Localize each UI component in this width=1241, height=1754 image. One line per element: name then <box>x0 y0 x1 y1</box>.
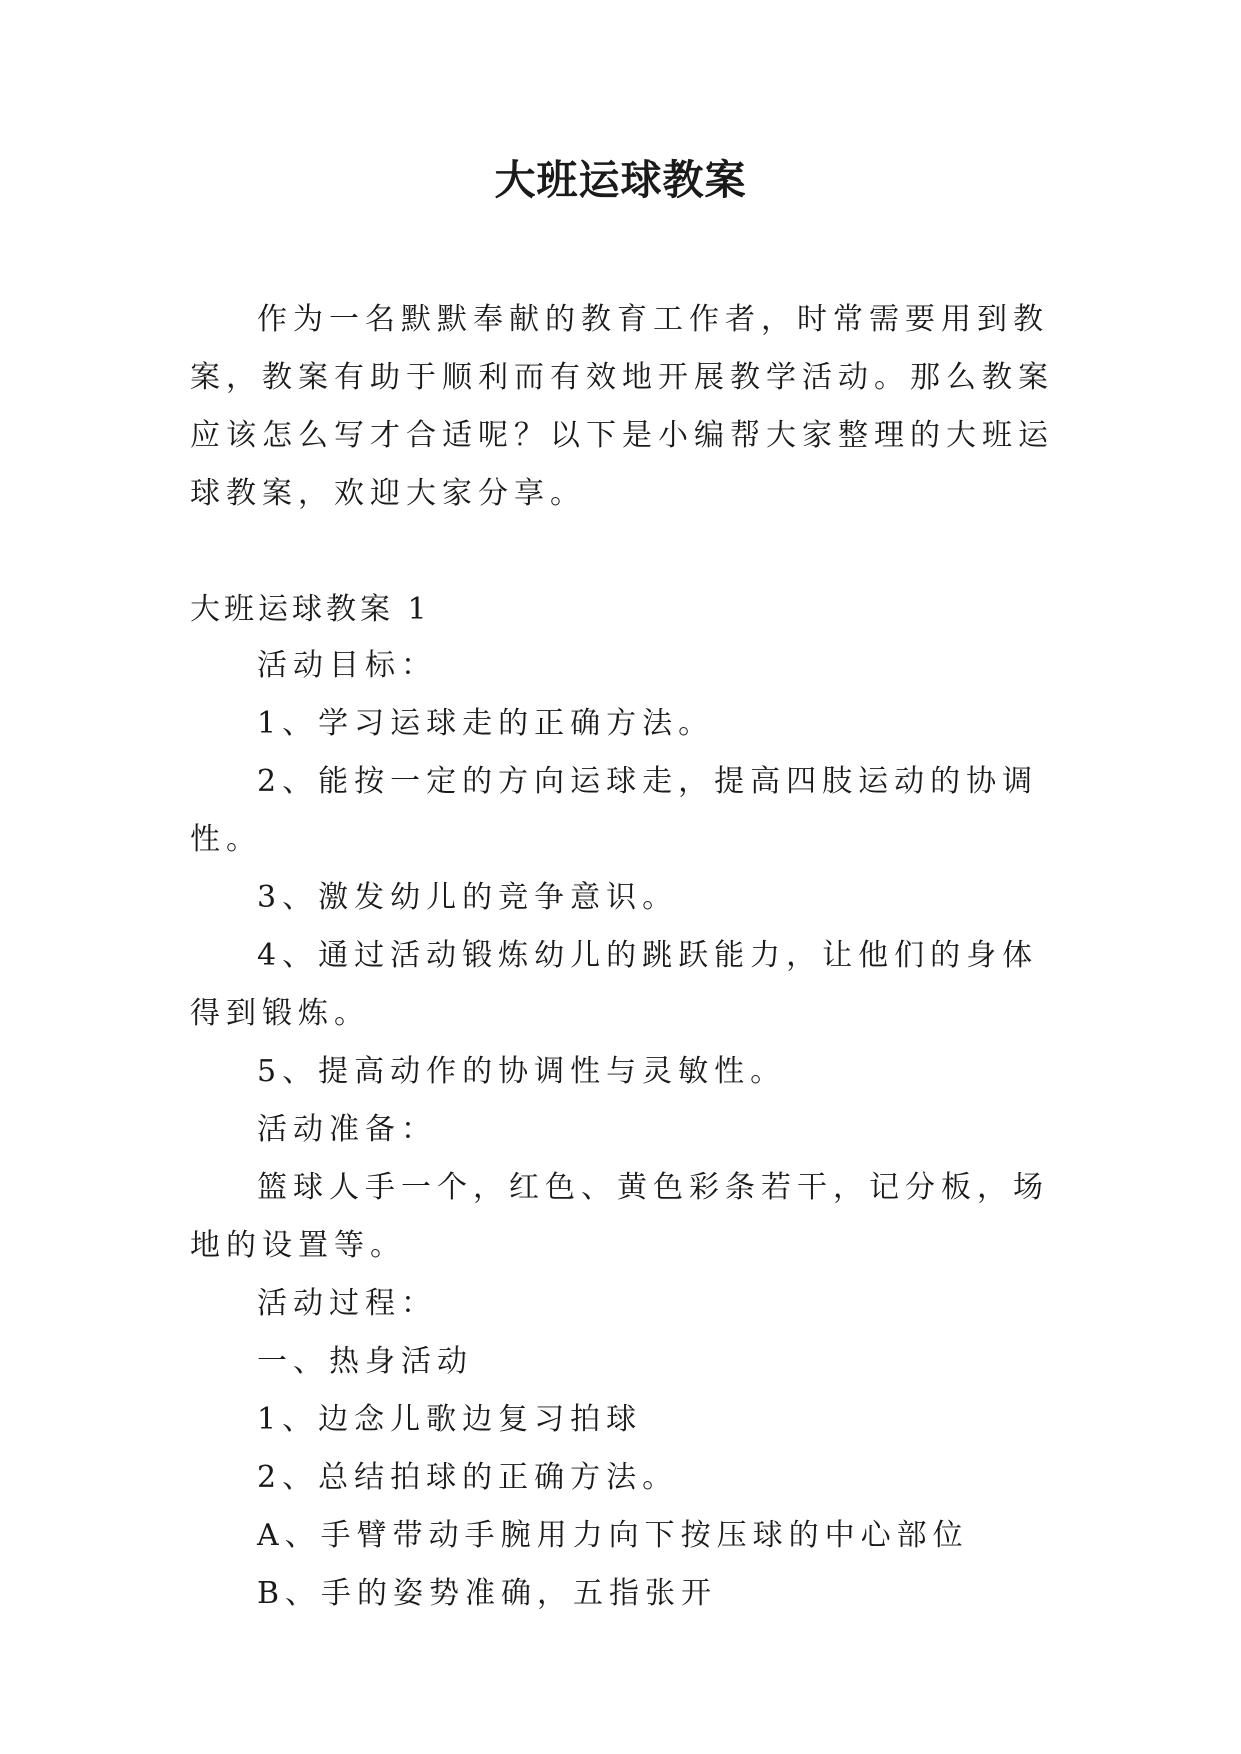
paragraph-objective-1: 1、学习运球走的正确方法。 <box>257 706 715 741</box>
paragraph-objective-3: 3、激发幼儿的竞争意识。 <box>257 880 679 915</box>
paragraph-warmup-heading: 一、热身活动 <box>257 1344 473 1379</box>
paragraph-warmup-1: 1、边念儿歌边复习拍球 <box>257 1402 643 1437</box>
paragraph-preparation: 篮球人手一个，红色、黄色彩条若干，记分板，场地的设置等。 <box>190 1170 1049 1263</box>
paragraph-warmup-2: 2、总结拍球的正确方法。 <box>257 1460 679 1495</box>
paragraph-objectives-heading: 活动目标： <box>257 648 437 683</box>
intro-paragraph: 作为一名默默奉献的教育工作者，时常需要用到教案，教案有助于顺利而有效地开展教学活动。那么教案应该怎么写才合适呢？以下是小编帮大家整理的大班运球教案，欢迎大家分享。 <box>190 302 1054 511</box>
document-title: 大班运球教案 <box>494 156 747 204</box>
paragraph-point-b: B、手的姿势准确，五指张开 <box>257 1576 718 1611</box>
paragraph-objective-2: 2、能按一定的方向运球走，提高四肢运动的协调性。 <box>190 764 1039 857</box>
paragraph-point-a: A、手臂带动手腕用力向下按压球的中心部位 <box>257 1518 969 1553</box>
paragraph-objective-5: 5、提高动作的协调性与灵敏性。 <box>257 1054 787 1089</box>
paragraph-process-heading: 活动过程： <box>257 1286 437 1321</box>
paragraph-preparation-heading: 活动准备： <box>257 1112 437 1147</box>
lesson-body <box>190 637 1070 1623</box>
section-heading: 大班运球教案 1 <box>190 592 431 627</box>
paragraph-objective-4: 4、通过活动锻炼幼儿的跳跃能力，让他们的身体得到锻炼。 <box>190 938 1039 1031</box>
